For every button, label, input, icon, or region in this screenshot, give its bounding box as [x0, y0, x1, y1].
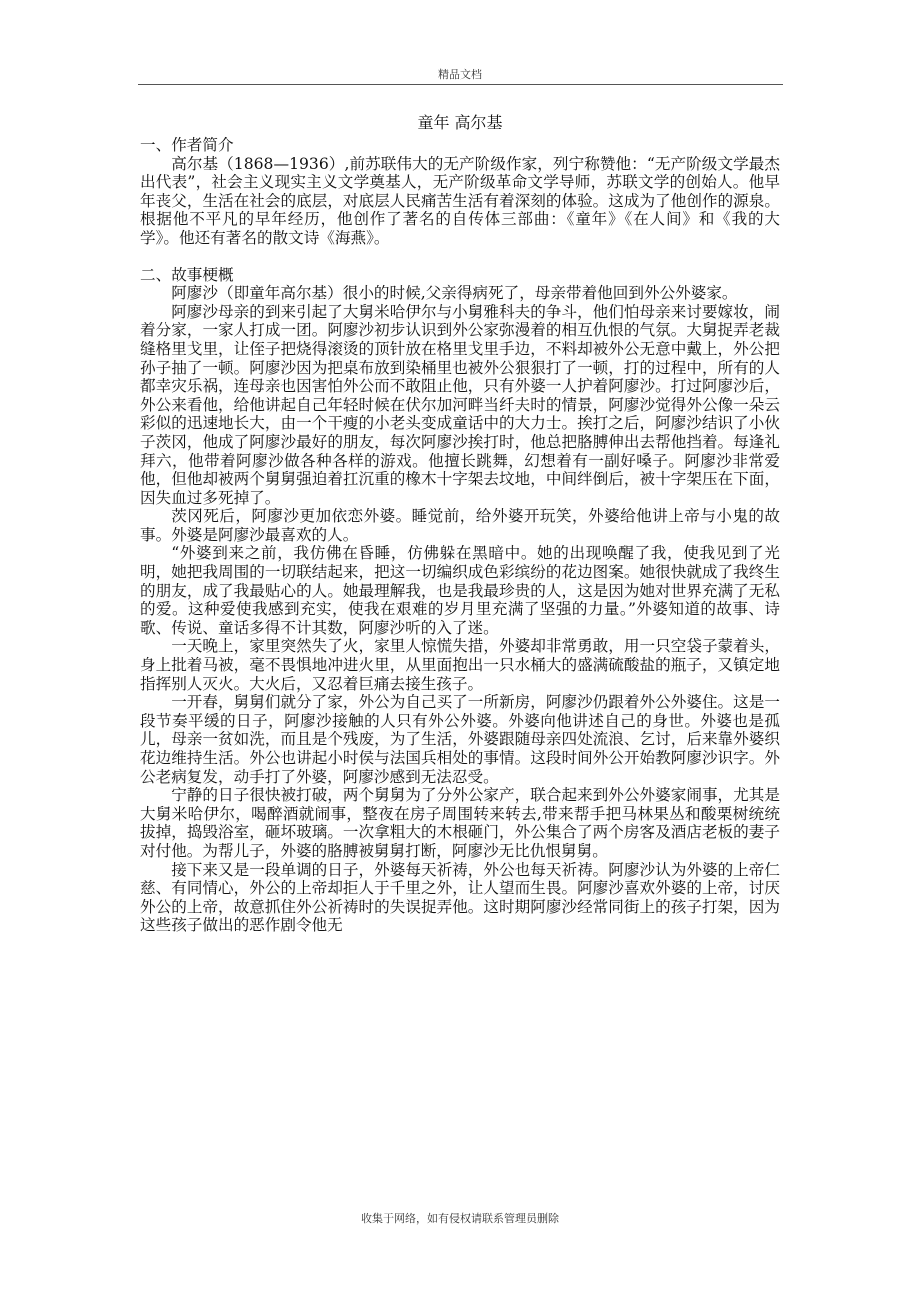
synopsis-paragraph: 接下来又是一段单调的日子，外婆每天祈祷，外公也每天祈祷。阿廖沙认为外婆的上帝仁慈、有同情心，外公的上帝却拒人于千里之外，让人望而生畏。阿廖沙喜欢外婆的上帝，讨厌外公的上帝，故意抓住外公祈祷时的失误捉弄他。这时期阿廖沙经常同街上的孩子打架，因为这些孩子做出的恶作剧令他无 — [140, 860, 780, 935]
synopsis-paragraph: “外婆到来之前，我仿佛在昏睡，仿佛躲在黑暗中。她的出现唤醒了我，使我见到了光明，她把我周围的一切联结起来，把这一切编织成色彩缤纷的花边图案。她很快就成了我终生的朋友，成了我最贴心的人。她最理解我，也是我最珍贵的人，这是因为她对世界充满了无私的爱。这种爱使我感到充实，使我在艰难的岁月里充满了坚强的力量。”外婆知道的故事、诗歌、传说、童话多得不计其数，阿廖沙听的入了迷。 — [140, 544, 780, 637]
document-title: 童年 高尔基 — [417, 113, 503, 132]
document-body — [140, 112, 780, 935]
section-spacer — [140, 248, 780, 266]
header-divider — [138, 84, 783, 85]
section-heading-synopsis: 二、故事梗概 — [140, 265, 234, 284]
author-bio-paragraph: 高尔基（1868—1936）,前苏联伟大的无产阶级作家，列宁称赞他：“无产阶级文学最杰出代表”，社会主义现实主义文学奠基人，无产阶级革命文学导师，苏联文学的创始人。他早年丧父，生活在社会的底层，对底层人民痛苦生活有着深刻的体验。这成为了他创作的源泉。根据他不平凡的早年经历，他创作了著名的自传体三部曲：《童年》《在人间》和《我的大学》。他还有著名的散文诗《海燕》。 — [140, 154, 780, 247]
synopsis-paragraph: 宁静的日子很快被打破，两个舅舅为了分外公家产，联合起来到外公外婆家闹事，尤其是大舅米哈伊尔，喝醉酒就闹事，整夜在房子周围转来转去,带来帮手把马林果丛和酸栗树统统拔掉，捣毁浴室，砸坏玻璃。一次拿粗大的木根砸门，外公集合了两个房客及酒店老板的妻子对付他。为帮儿子，外婆的胳膊被舅舅打断，阿廖沙无比仇恨舅舅。 — [140, 786, 780, 860]
page-footer: 收集于网络，如有侵权请联系管理员删除 — [361, 1212, 559, 1225]
page-header: 精品文档 — [438, 68, 482, 81]
synopsis-paragraph: 一天晚上，家里突然失了火，家里人惊慌失措，外婆却非常勇敢，用一只空袋子蒙着头，身上批着马被，毫不畏惧地冲进火里，从里面抱出一只水桶大的盛满硫酸盐的瓶子，又镇定地指挥别人灭火。大火后，又忍着巨痛去接生孩子。 — [140, 637, 780, 693]
synopsis-paragraph: 一开春，舅舅们就分了家，外公为自己买了一所新房，阿廖沙仍跟着外公外婆住。这是一段节奏平缓的日子，阿廖沙接触的人只有外公外婆。外婆向他讲述自己的身世。外婆也是孤儿，母亲一贫如洗，而且是个残废，为了生活，外婆跟随母亲四处流浪、乞讨，后来靠外婆织花边维持生活。外公也讲起小时侯与法国兵相处的事情。这段时间外公开始教阿廖沙识字。外公老病复发，动手打了外婆，阿廖沙感到无法忍受。 — [140, 693, 780, 786]
synopsis-paragraph: 阿廖沙母亲的到来引起了大舅米哈伊尔与小舅雅科夫的争斗，他们怕母亲来讨要嫁妆，闹着分家，一家人打成一团。阿廖沙初步认识到外公家弥漫着的相互仇恨的气氛。大舅捉弄老裁缝格里戈里，让侄子把烧得滚烫的顶针放在格里戈里手边，不料却被外公无意中戴上，外公把孙子抽了一顿。阿廖沙因为把桌布放到染桶里也被外公狠狠打了一顿，打的过程中，所有的人都幸灾乐祸，连母亲也因害怕外公而不敢阻止他，只有外婆一人护着阿廖沙。打过阿廖沙后，外公来看他，给他讲起自己年轻时候在伏尔加河畔当纤夫时的情景，阿廖沙觉得外公像一朵云彩似的迅速地长大，由一个干瘦的小老头变成童话中的大力士。挨打之后，阿廖沙结识了小伙子茨冈，他成了阿廖沙最好的朋友，每次阿廖沙挨打时，他总把胳膊伸出去帮他挡着。每逢礼拜六，他带着阿廖沙做各种各样的游戏。他擅长跳舞，幻想着有一副好嗓子。阿廖沙非常爱他，但他却被两个舅舅强迫着扛沉重的橡木十字架去坟地，中间绊倒后，被十字架压在下面，因失血过多死掉了。 — [140, 302, 780, 507]
section-heading-author: 一、作者简介 — [140, 136, 234, 154]
synopsis-paragraph: 阿廖沙（即童年高尔基）很小的时候,父亲得病死了，母亲带着他回到外公外婆家。 — [171, 284, 738, 303]
synopsis-paragraph: 茨冈死后，阿廖沙更加依恋外婆。睡觉前，给外婆开玩笑，外婆给他讲上帝与小鬼的故事。外婆是阿廖沙最喜欢的人。 — [140, 507, 780, 544]
